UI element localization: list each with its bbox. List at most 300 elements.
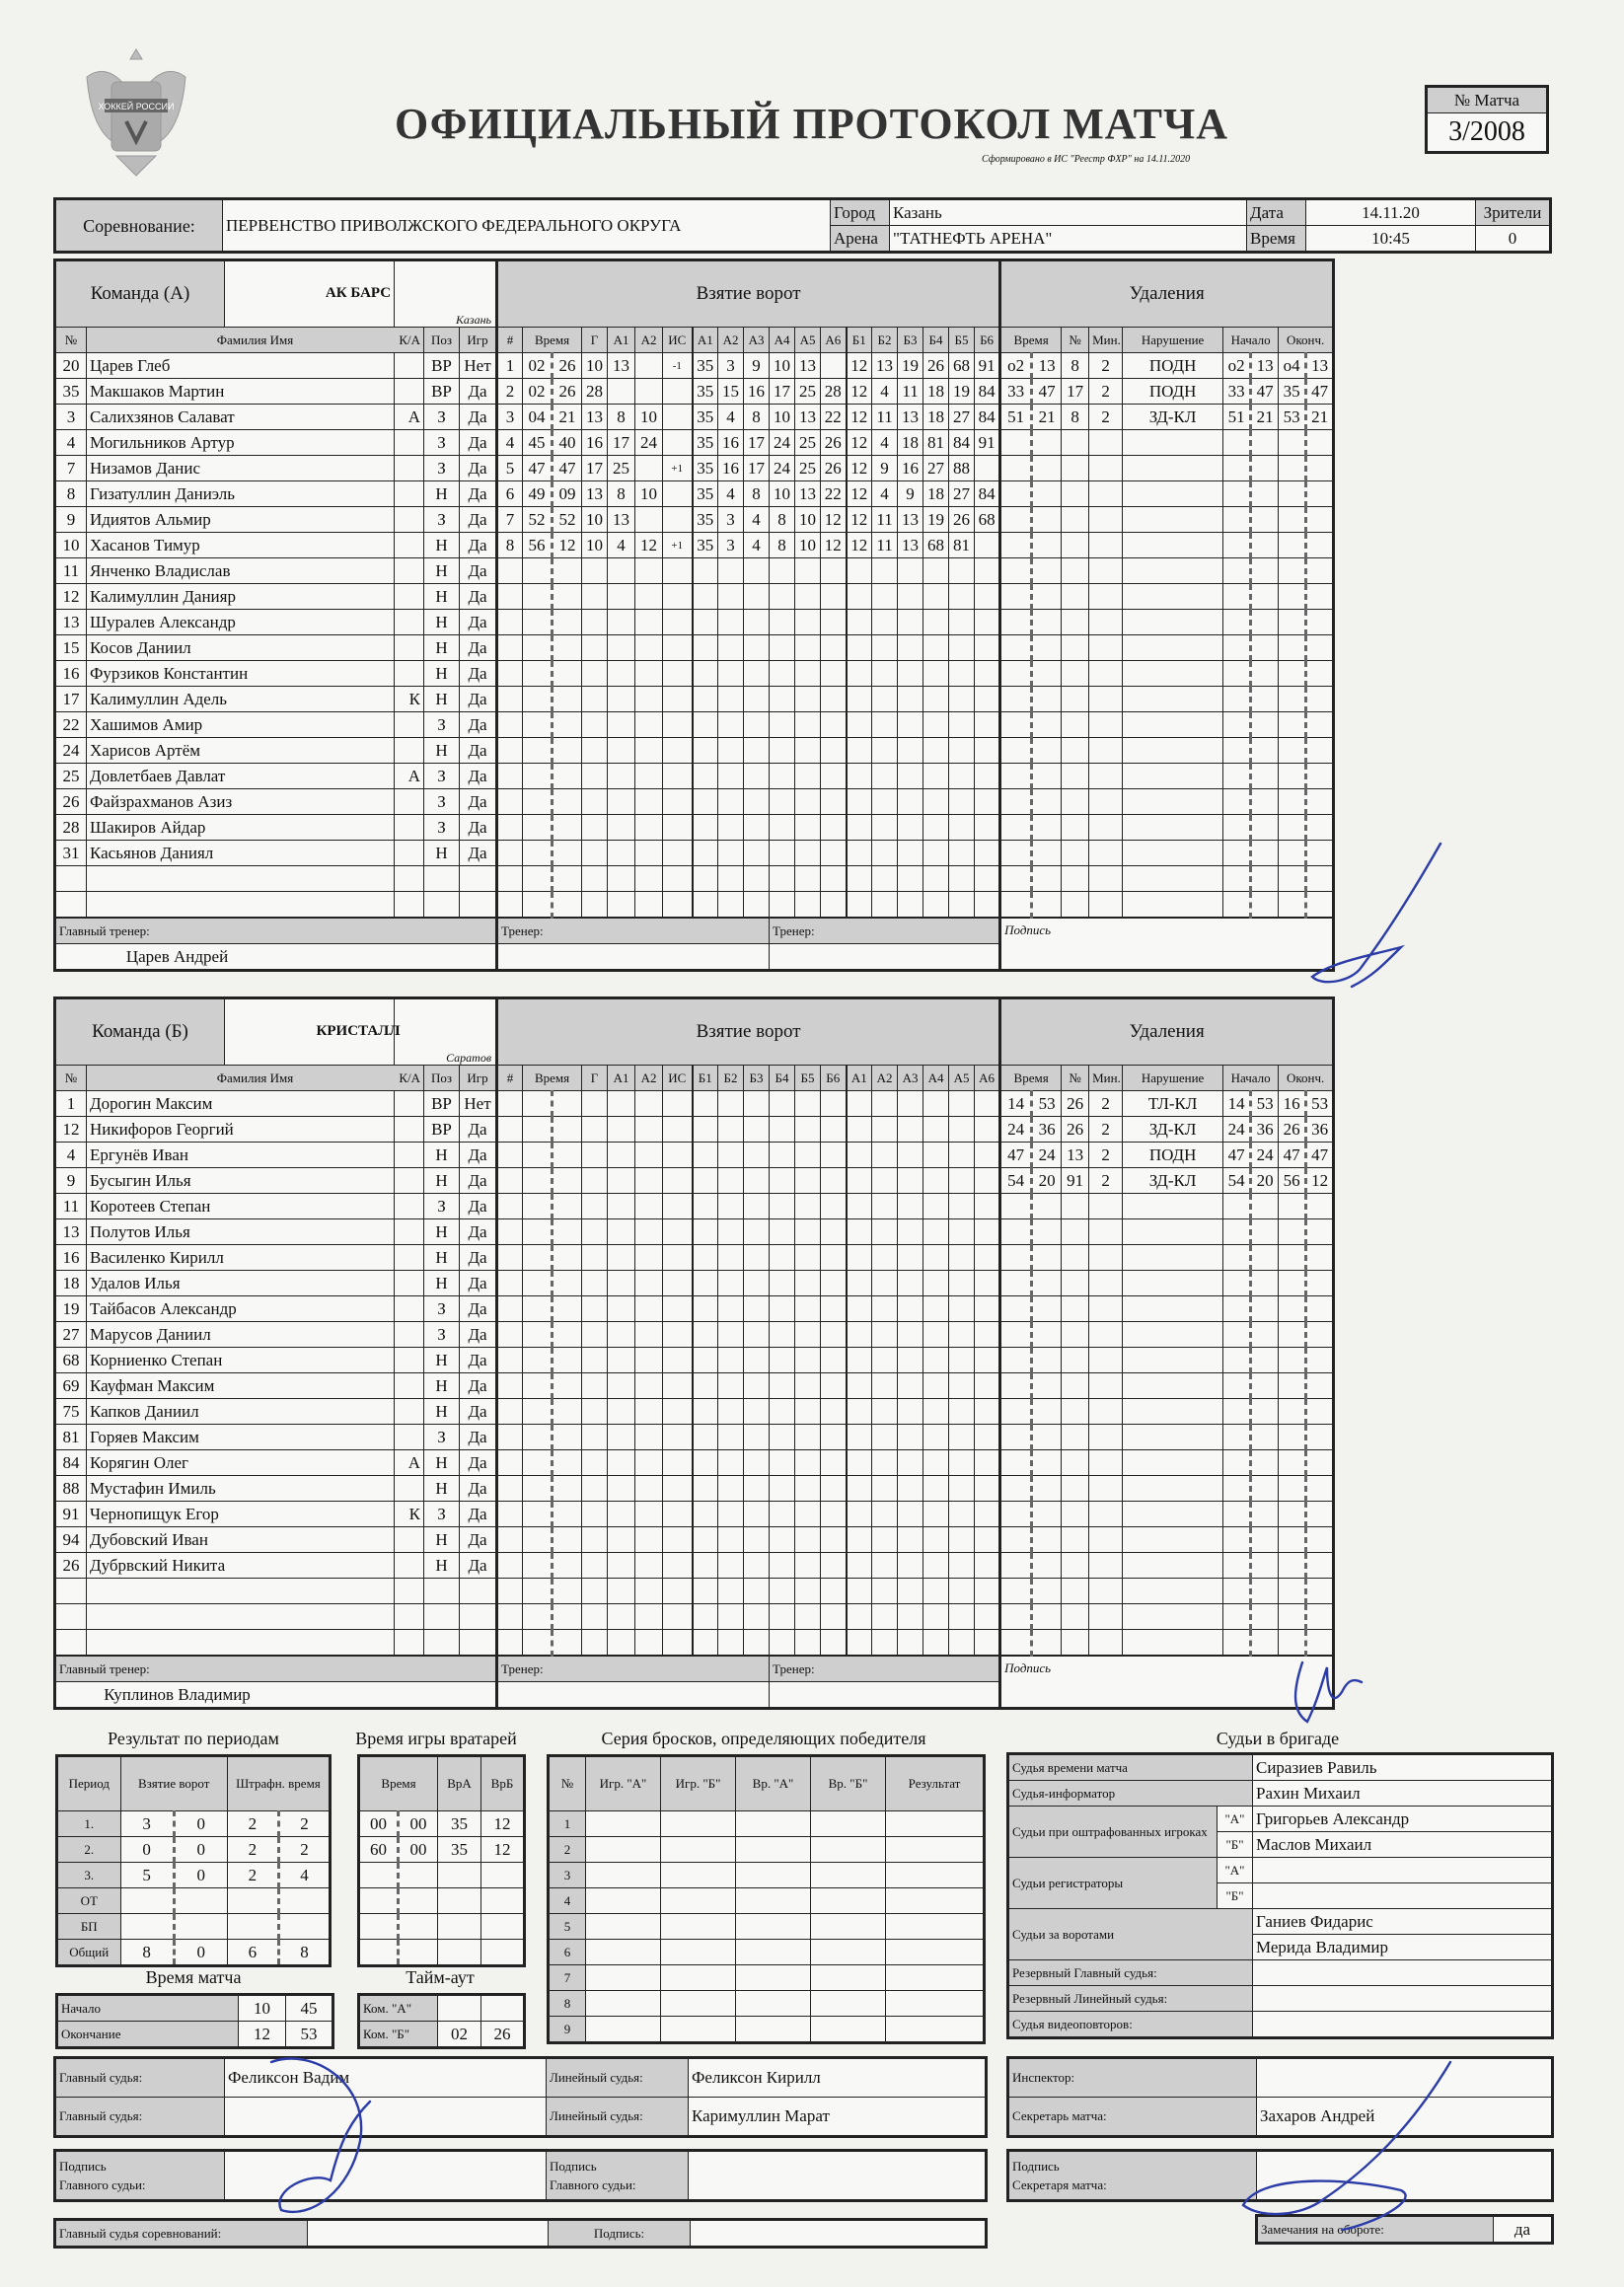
onice-opp — [975, 687, 1000, 712]
col-goal-no: # — [497, 328, 523, 353]
onice-opp — [949, 1373, 975, 1399]
match-number-label: № Матча — [1427, 87, 1548, 113]
pen-min — [1000, 1579, 1032, 1604]
onice-own — [693, 1296, 718, 1322]
onice-own — [744, 764, 770, 789]
onice-own — [770, 1271, 795, 1296]
goal-scorer: 13 — [582, 405, 608, 430]
pen-minutes: 2 — [1089, 379, 1123, 405]
player-played: Да — [460, 1348, 497, 1373]
col-goal-time: Время — [523, 1066, 582, 1091]
onice-own: 12 — [821, 507, 847, 533]
onice-own — [718, 1579, 744, 1604]
onice-own — [693, 1245, 718, 1271]
pen-infraction — [1123, 712, 1223, 738]
match-start-label: Начало — [57, 1995, 239, 2022]
onice-own: 16 — [718, 456, 744, 481]
pen-player — [1062, 1527, 1089, 1553]
onice-own: 25 — [795, 456, 821, 481]
goal-min: 02 — [523, 379, 553, 405]
pen-end-min — [1279, 507, 1306, 533]
registrar-a-tag: "А" — [1218, 1858, 1253, 1883]
onice-own — [821, 1271, 847, 1296]
goal-assist-2 — [635, 1296, 663, 1322]
pen-infraction — [1123, 1271, 1223, 1296]
player-position: З — [424, 1425, 460, 1450]
player-role — [395, 1425, 424, 1450]
player-number: 8 — [55, 481, 87, 507]
player-name: Фурзиков Константин — [87, 661, 395, 687]
shootout-cell — [661, 1940, 736, 1965]
player-number: 28 — [55, 815, 87, 841]
pen-start-min — [1223, 558, 1251, 584]
main-ref-1: Феликсон Вадим — [225, 2058, 547, 2098]
onice-opp — [949, 661, 975, 687]
col-name-ka — [87, 328, 424, 353]
goal-min — [523, 1399, 553, 1425]
onice-own — [795, 1527, 821, 1553]
goal-scorer — [582, 1579, 608, 1604]
onice-opp — [847, 1143, 872, 1168]
periods-table — [55, 1754, 332, 1967]
goalie-value: 12 — [481, 1811, 525, 1837]
goal-number: 8 — [497, 533, 523, 558]
col-assist-1: А1 — [608, 1066, 635, 1091]
signature-main-table — [53, 2149, 988, 2202]
player-name — [87, 1630, 395, 1657]
goal-sec — [553, 1219, 582, 1245]
player-played — [460, 1604, 497, 1630]
goal-number — [497, 558, 523, 584]
onice-opp — [923, 1373, 949, 1399]
onice-opp — [975, 1322, 1000, 1348]
onice-opp: 19 — [923, 507, 949, 533]
pen-player: 26 — [1062, 1091, 1089, 1117]
onice-opp — [898, 1091, 923, 1117]
onice-opp — [847, 1630, 872, 1657]
goal-min — [523, 1527, 553, 1553]
onice-own — [718, 866, 744, 892]
onice-own — [795, 892, 821, 919]
onice-opp — [872, 687, 898, 712]
onice-own — [718, 892, 744, 919]
pen-minutes: 2 — [1089, 1091, 1123, 1117]
team_a-row — [55, 379, 1334, 405]
shootout-table — [547, 1754, 986, 2044]
onice-own — [795, 1296, 821, 1322]
goalie-value: 12 — [481, 1837, 525, 1863]
onice-own — [770, 1579, 795, 1604]
onice-opp — [923, 1630, 949, 1657]
onice-own — [744, 738, 770, 764]
goal-scorer — [582, 815, 608, 841]
pen-start-min — [1223, 712, 1251, 738]
goal-assist-2 — [635, 1425, 663, 1450]
pen-end-sec — [1306, 1373, 1334, 1399]
player-number: 18 — [55, 1271, 87, 1296]
pen-start-min — [1223, 866, 1251, 892]
pen-start-min: 14 — [1223, 1091, 1251, 1117]
onice-own — [718, 661, 744, 687]
onice-own — [770, 738, 795, 764]
pen-end-sec: 21 — [1306, 405, 1334, 430]
pen-minutes — [1089, 1399, 1123, 1425]
onice-own: 3 — [718, 507, 744, 533]
pen-sec — [1032, 1194, 1062, 1219]
shootout-cell — [811, 1811, 886, 1837]
onice-own — [693, 841, 718, 866]
onice-opp — [949, 635, 975, 661]
team_a-row — [55, 507, 1334, 533]
onice-opp — [872, 1579, 898, 1604]
pen-start-sec: 21 — [1251, 405, 1279, 430]
player-role — [395, 1245, 424, 1271]
goal-assist-1: 13 — [608, 507, 635, 533]
goal-assist-1 — [608, 1143, 635, 1168]
pen-end-sec — [1306, 635, 1334, 661]
team_a-row — [55, 405, 1334, 430]
onice-own — [795, 1348, 821, 1373]
period-value: 0 — [174, 1811, 227, 1837]
onice-opp — [949, 789, 975, 815]
player-position: Н — [424, 687, 460, 712]
onice-opp: 84 — [975, 405, 1000, 430]
pen-infraction — [1123, 1399, 1223, 1425]
onice-opp — [898, 841, 923, 866]
spectators-label: Зрители — [1476, 199, 1551, 226]
goal-sec — [553, 738, 582, 764]
goal-assist-2 — [635, 1579, 663, 1604]
onice-opp — [898, 687, 923, 712]
goal-assist-1: 13 — [608, 353, 635, 379]
player-played: Да — [460, 687, 497, 712]
period-value — [227, 1914, 278, 1940]
goal-assist-1 — [608, 1091, 635, 1117]
onice-opp — [923, 712, 949, 738]
sign-sec-field — [1257, 2151, 1553, 2201]
team_a-name-cell — [325, 260, 497, 328]
player-played: Да — [460, 1143, 497, 1168]
goal-situation — [663, 1579, 693, 1604]
pen-min — [1000, 1271, 1032, 1296]
onice-opp — [898, 1245, 923, 1271]
goal-sec — [553, 764, 582, 789]
goal-assist-1 — [608, 1450, 635, 1476]
pen-min — [1000, 1425, 1032, 1450]
shootout-cell — [886, 1837, 985, 1863]
pen-start-min — [1223, 1553, 1251, 1579]
team_a-row — [55, 353, 1334, 379]
match-end-m: 53 — [286, 2022, 333, 2048]
onice-own — [770, 1348, 795, 1373]
onice-opp: 11 — [872, 405, 898, 430]
pen-end-sec — [1306, 738, 1334, 764]
onice-own — [718, 1502, 744, 1527]
pen-minutes — [1089, 507, 1123, 533]
player-role: К — [395, 687, 424, 712]
goal-assist-1 — [608, 610, 635, 635]
period-header: Период — [57, 1756, 121, 1811]
goal-assist-1: 8 — [608, 481, 635, 507]
onice-own: 13 — [795, 405, 821, 430]
shootout-cell — [886, 1888, 985, 1914]
period-value: 8 — [278, 1940, 330, 1966]
goal-situation — [663, 661, 693, 687]
onice-own — [770, 892, 795, 919]
line-ref-label: Линейный судья: — [547, 2058, 689, 2098]
goal-min — [523, 789, 553, 815]
player-position: Н — [424, 1373, 460, 1399]
onice-own — [821, 1553, 847, 1579]
pen-end-min: 35 — [1279, 379, 1306, 405]
player-role — [395, 815, 424, 841]
player-position: Н — [424, 1143, 460, 1168]
pen-start-min — [1223, 1604, 1251, 1630]
pen-end-min: 47 — [1279, 1143, 1306, 1168]
onice-own — [770, 1604, 795, 1630]
pen-minutes: 2 — [1089, 1168, 1123, 1194]
goal-number — [497, 1502, 523, 1527]
shootout-cell — [886, 1811, 985, 1837]
shootout-cell — [886, 1940, 985, 1965]
player-position: Н — [424, 1450, 460, 1476]
pen-start-sec — [1251, 712, 1279, 738]
pen-sec — [1032, 1630, 1062, 1657]
onice-own — [795, 1630, 821, 1657]
goal-sec — [553, 661, 582, 687]
onice-own — [718, 1553, 744, 1579]
goal-assist-1 — [608, 789, 635, 815]
period-value: 0 — [120, 1837, 174, 1863]
player-played: Да — [460, 1476, 497, 1502]
onice-opp — [847, 866, 872, 892]
onice-opp: 12 — [847, 379, 872, 405]
onice-opp — [975, 1604, 1000, 1630]
team_a-row — [55, 738, 1334, 764]
onice-opp — [975, 1348, 1000, 1373]
pen-min: 54 — [1000, 1168, 1032, 1194]
pen-sec — [1032, 1322, 1062, 1348]
shootout-cell — [586, 1888, 661, 1914]
onice-own — [744, 1194, 770, 1219]
spectators-value: 0 — [1476, 226, 1551, 253]
pen-start-min — [1223, 1579, 1251, 1604]
onice-opp — [975, 1219, 1000, 1245]
pen-start-sec — [1251, 1296, 1279, 1322]
shootout-cell — [736, 1837, 811, 1863]
team_b-row — [55, 1476, 1334, 1502]
competition-name: ПЕРВЕНСТВО ПРИВОЛЖСКОГО ФЕДЕРАЛЬНОГО ОКРУГА — [223, 199, 831, 253]
onice-opp — [847, 1322, 872, 1348]
goal-min — [523, 1219, 553, 1245]
onice-opp — [898, 1296, 923, 1322]
pen-minutes — [1089, 1373, 1123, 1399]
shootout-cell — [811, 1863, 886, 1888]
onice-own — [744, 661, 770, 687]
goal-situation — [663, 841, 693, 866]
match-time-title: Время матча — [145, 1967, 242, 1987]
goal-situation — [663, 635, 693, 661]
player-role — [395, 1296, 424, 1322]
onice-own — [821, 584, 847, 610]
onice-opp — [898, 1348, 923, 1373]
pen-sec — [1032, 1348, 1062, 1373]
player-number: 91 — [55, 1502, 87, 1527]
pen-minutes — [1089, 841, 1123, 866]
period-value — [174, 1888, 227, 1914]
player-played: Да — [460, 1502, 497, 1527]
shootout-cell — [586, 1965, 661, 1991]
player-name: Корягин Олег — [87, 1450, 395, 1476]
col-onice-opp-1: А1 — [847, 1066, 872, 1091]
team_b-row — [55, 1143, 1334, 1168]
goal-sec — [553, 610, 582, 635]
player-name — [87, 1604, 395, 1630]
pen-infraction — [1123, 507, 1223, 533]
player-played: Да — [460, 430, 497, 456]
player-position: З — [424, 764, 460, 789]
onice-opp — [923, 815, 949, 841]
sign-label: Подпись: — [549, 2220, 691, 2248]
reserve-line-label: Резервный Линейный судья: — [1008, 1986, 1253, 2012]
onice-own — [693, 815, 718, 841]
onice-opp — [923, 1322, 949, 1348]
team_b-row — [55, 1630, 1334, 1657]
goal-assist-1 — [608, 379, 635, 405]
shootout-cell — [811, 1914, 886, 1940]
onice-opp — [898, 1194, 923, 1219]
player-number: 84 — [55, 1450, 87, 1476]
goal-scorer — [582, 1604, 608, 1630]
head-coach-name: Царев Андрей — [55, 944, 497, 971]
onice-opp — [872, 1630, 898, 1657]
onice-opp — [847, 558, 872, 584]
pen-end-min — [1279, 815, 1306, 841]
goal-scorer — [582, 661, 608, 687]
onice-own: 13 — [795, 353, 821, 379]
onice-own: 10 — [770, 481, 795, 507]
pen-end-min — [1279, 1425, 1306, 1450]
shootout-no: 6 — [549, 1940, 586, 1965]
goal-situation — [663, 738, 693, 764]
team_b-city: Саратов — [446, 1051, 492, 1065]
onice-opp — [872, 635, 898, 661]
remarks-label: Замечания на обороте: — [1257, 2216, 1494, 2244]
onice-own — [744, 558, 770, 584]
onice-own — [795, 558, 821, 584]
goal-number — [497, 1194, 523, 1219]
player-name — [87, 866, 395, 892]
onice-own — [795, 841, 821, 866]
goal-scorer: 17 — [582, 456, 608, 481]
goal-scorer — [582, 712, 608, 738]
onice-own — [795, 1425, 821, 1450]
team_b-name-cell — [316, 998, 497, 1066]
onice-opp — [872, 1271, 898, 1296]
goal-assist-2 — [635, 1450, 663, 1476]
player-name: Коротеев Степан — [87, 1194, 395, 1219]
period-value: 3 — [120, 1811, 174, 1837]
onice-opp: 88 — [949, 456, 975, 481]
player-position: З — [424, 815, 460, 841]
goal-situation — [663, 1322, 693, 1348]
pen-start-min — [1223, 1271, 1251, 1296]
pen-min: 14 — [1000, 1091, 1032, 1117]
onice-own — [693, 1604, 718, 1630]
pen-minutes — [1089, 892, 1123, 919]
goal-sec: 47 — [553, 456, 582, 481]
onice-opp — [923, 738, 949, 764]
pen-minutes — [1089, 1527, 1123, 1553]
goal-situation — [663, 507, 693, 533]
goal-assist-1 — [608, 1476, 635, 1502]
onice-own — [744, 892, 770, 919]
player-played: Да — [460, 1373, 497, 1399]
onice-own — [821, 1091, 847, 1117]
player-position: ВР — [424, 379, 460, 405]
goal-assist-2 — [635, 1219, 663, 1245]
onice-opp — [923, 1296, 949, 1322]
pen-minutes — [1089, 1194, 1123, 1219]
onice-own — [770, 635, 795, 661]
match-number-box — [1425, 85, 1549, 154]
goal-assist-1 — [608, 1425, 635, 1450]
pen-minutes — [1089, 1476, 1123, 1502]
col-pen-no: № — [1062, 1066, 1089, 1091]
onice-opp — [872, 1168, 898, 1194]
goalie-value: 00 — [359, 1811, 399, 1837]
team_a-row — [55, 687, 1334, 712]
goal-number: 4 — [497, 430, 523, 456]
goal-number — [497, 1271, 523, 1296]
player-role — [395, 533, 424, 558]
onice-opp — [923, 687, 949, 712]
pen-infraction — [1123, 1502, 1223, 1527]
onice-opp — [923, 1091, 949, 1117]
main-ref-label-2: Главный судья: — [55, 2098, 225, 2137]
onice-opp — [898, 738, 923, 764]
onice-own — [693, 764, 718, 789]
pen-end-min — [1279, 1373, 1306, 1399]
team_b-row — [55, 1604, 1334, 1630]
player-played: Нет — [460, 1091, 497, 1117]
onice-opp — [949, 1604, 975, 1630]
goal-assist-1 — [608, 1168, 635, 1194]
onice-opp — [975, 892, 1000, 919]
onice-opp: 4 — [872, 481, 898, 507]
col-assist-2: А2 — [635, 328, 663, 353]
shootout-cell — [736, 2017, 811, 2043]
pen-min — [1000, 789, 1032, 815]
goal-min — [523, 1143, 553, 1168]
goal-scorer: 16 — [582, 430, 608, 456]
onice-own — [821, 764, 847, 789]
pen-player: 91 — [1062, 1168, 1089, 1194]
player-played: Да — [460, 584, 497, 610]
col-pen-start: Начало — [1223, 1066, 1279, 1091]
goal-sec — [553, 1117, 582, 1143]
coach-label-2: Тренер: — [770, 918, 1000, 944]
shootout-row — [549, 1965, 985, 1991]
onice-own — [693, 1091, 718, 1117]
onice-own — [744, 1117, 770, 1143]
sign-main-l1: Подпись — [59, 2159, 107, 2174]
goal-number — [497, 1425, 523, 1450]
goal-min — [523, 1604, 553, 1630]
video-judge-value — [1253, 2012, 1553, 2038]
pen-end-min — [1279, 1399, 1306, 1425]
onice-own — [693, 1348, 718, 1373]
